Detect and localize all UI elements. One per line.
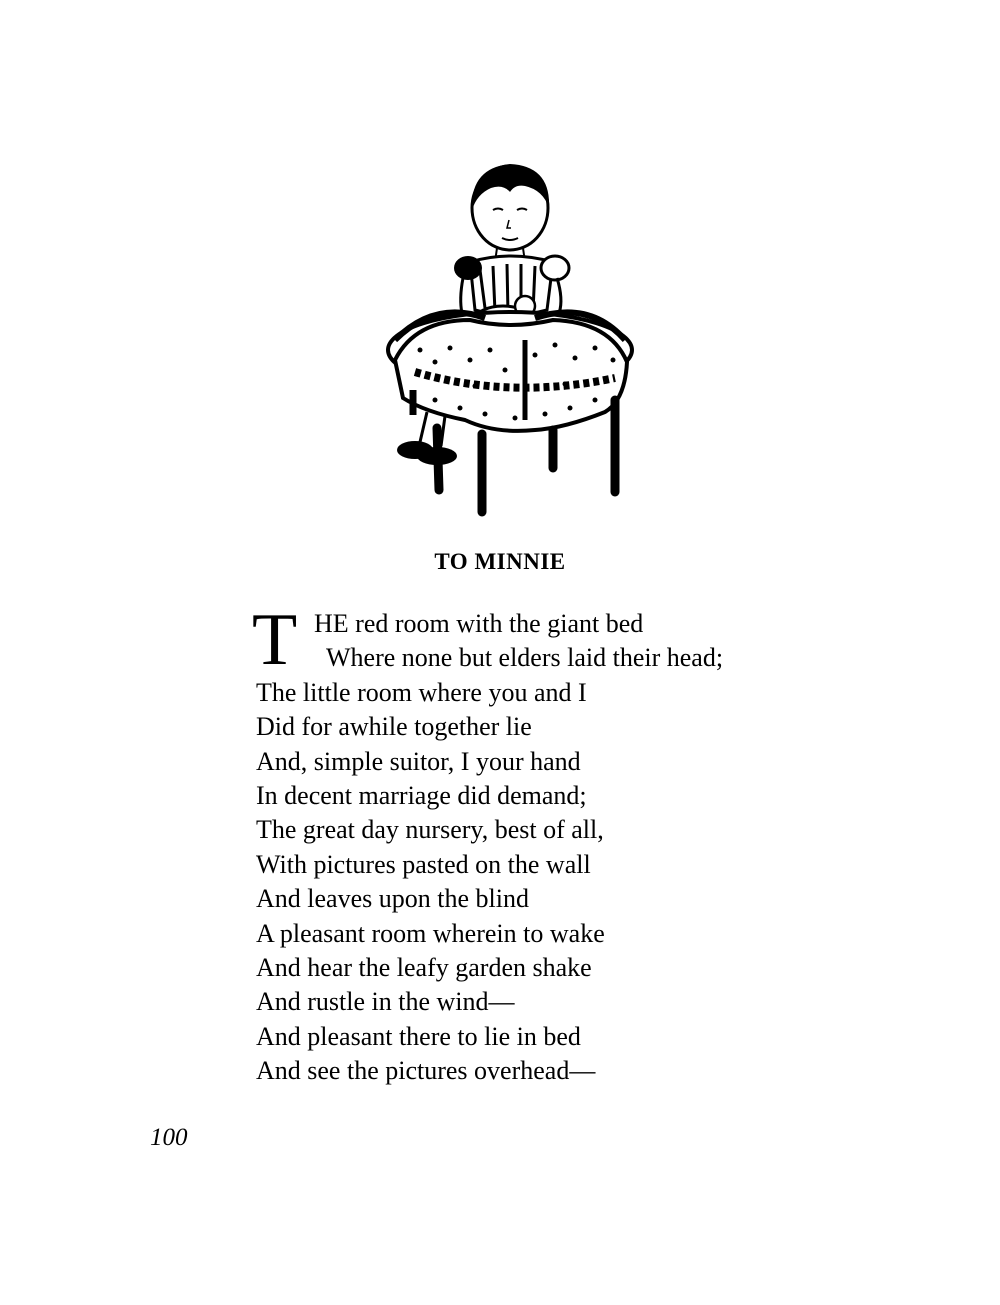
poem-line: And rustle in the wind— (256, 987, 515, 1017)
poem-line: Where none but elders laid their head; (326, 643, 724, 673)
poem-line: The little room where you and I (256, 677, 587, 707)
poem-line: With pictures pasted on the wall (256, 849, 591, 879)
drop-cap: T (252, 599, 298, 681)
poem-line: Did for awhile together lie (256, 712, 532, 742)
poem-line: And leaves upon the blind (256, 884, 529, 914)
poem-body (252, 599, 816, 1088)
child-on-stool-illustration (375, 150, 645, 520)
child-legs (397, 412, 457, 465)
page-number: 100 (150, 1124, 188, 1151)
first-line-text: HE red room with the giant bed (314, 609, 644, 638)
polka-dot-skirt (395, 320, 627, 431)
poem-line: The great day nursery, best of all, (256, 815, 604, 845)
poem-line: In decent marriage did demand; (256, 780, 587, 810)
poem-line: And see the pictures overhead— (256, 1056, 596, 1086)
poem-line: A pleasant room wherein to wake (256, 918, 605, 948)
poem-title: TO MINNIE (434, 549, 566, 574)
child-head (472, 164, 549, 250)
poem-line: And, simple suitor, I your hand (256, 746, 581, 776)
poem-line: And pleasant there to lie in bed (256, 1021, 581, 1051)
poem-line: And hear the leafy garden shake (256, 952, 592, 982)
